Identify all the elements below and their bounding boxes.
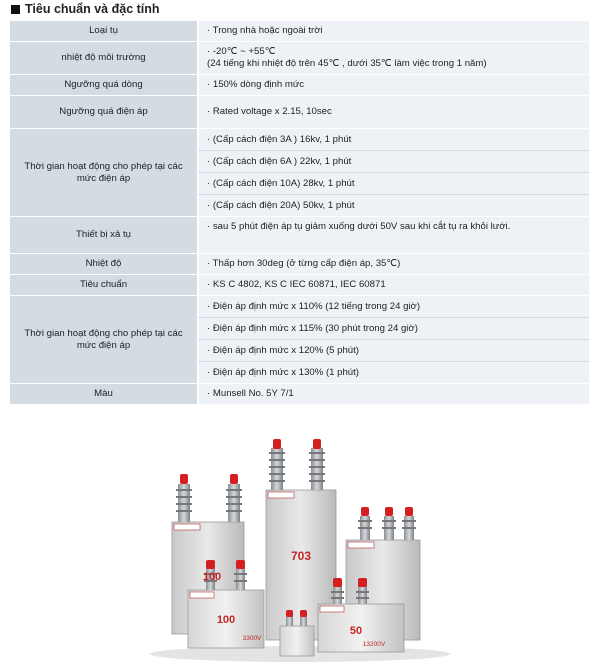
insulator-icon xyxy=(226,474,242,522)
row-label: Tiêu chuẩn xyxy=(10,275,198,296)
row-value: · Munsell No. 5Y 7/1 xyxy=(198,384,589,405)
insulator-icon xyxy=(300,610,307,626)
insulator-icon xyxy=(309,439,325,490)
row-value: · Điện áp định mức x 115% (30 phút trong 24 giờ) xyxy=(198,318,589,340)
table-row xyxy=(10,75,589,96)
row-value: · (Cấp cách điện 6A ) 22kv, 1 phút xyxy=(198,151,589,173)
row-label: Thời gian hoạt động cho phép tại các mức điện áp xyxy=(10,296,198,384)
table-row xyxy=(10,217,589,254)
table-row xyxy=(10,21,589,42)
row-label: nhiệt độ môi trường xyxy=(10,42,198,75)
unit-label: 100 xyxy=(216,614,236,626)
row-value: · (Cấp cách điện 10A) 28kv, 1 phút xyxy=(198,173,589,195)
insulator-icon xyxy=(382,507,396,540)
insulator-icon xyxy=(269,439,285,490)
unit-voltage: 13200V xyxy=(362,641,386,648)
row-value: · 150% dòng định mức xyxy=(198,75,589,96)
row-value: · sau 5 phút điện áp tụ giảm xuống dưới 50V sau khi cắt tụ ra khỏi lưới. xyxy=(198,217,589,254)
unit-label: 703 xyxy=(290,549,312,563)
table-row xyxy=(10,296,589,318)
table-row xyxy=(10,254,589,275)
row-value: · Điện áp định mức x 110% (12 tiếng trong 24 giờ) xyxy=(198,296,589,318)
row-label: Loại tụ xyxy=(10,21,198,42)
insulator-icon xyxy=(402,507,416,540)
row-label: Màu xyxy=(10,384,198,405)
heading-text: Tiêu chuẩn và đặc tính xyxy=(25,2,160,16)
table-row xyxy=(10,275,589,296)
row-label: Ngưỡng quá dòng xyxy=(10,75,198,96)
capacitor-product-photo xyxy=(140,430,460,662)
table-row xyxy=(10,129,589,151)
unit-voltage: 3300V xyxy=(242,635,262,642)
insulator-icon xyxy=(286,610,293,626)
row-label: Thời gian hoạt động cho phép tại các mức điện áp xyxy=(10,129,198,217)
row-value: · Rated voltage x 2.15, 10sec xyxy=(198,96,589,129)
unit-label: 50 xyxy=(349,625,363,637)
insulator-icon xyxy=(176,474,192,522)
square-bullet-icon xyxy=(11,5,20,14)
row-value: · Điện áp định mức x 120% (5 phút) xyxy=(198,340,589,362)
insulator-icon xyxy=(358,507,372,540)
table-row xyxy=(10,42,589,75)
value-line: · -20℃ ~ +55℃ xyxy=(207,46,276,57)
row-label: Ngưỡng quá điện áp xyxy=(10,96,198,129)
row-value: · (Cấp cách điện 3A ) 16kv, 1 phút xyxy=(198,129,589,151)
row-value: · KS C 4802, KS C IEC 60871, IEC 60871 xyxy=(198,275,589,296)
row-label: Thiết bị xả tụ xyxy=(10,217,198,254)
table-row xyxy=(10,96,589,129)
section-heading xyxy=(11,2,160,16)
row-value: · Trong nhà hoặc ngoài trời xyxy=(198,21,589,42)
row-label: Nhiệt độ xyxy=(10,254,198,275)
table-row xyxy=(10,384,589,405)
row-value: · (Cấp cách điện 20A) 50kv, 1 phút xyxy=(198,195,589,217)
row-value: · Thấp hơn 30deg (ở từng cấp điện áp, 35℃) xyxy=(198,254,589,275)
value-line: (24 tiếng khi nhiệt độ trên 45℃ , dưới 35℃ làm việc trong 1 năm) xyxy=(207,58,487,69)
row-value: · Điện áp định mức x 130% (1 phút) xyxy=(198,362,589,384)
unit-label: 100 xyxy=(202,571,222,583)
row-value xyxy=(198,42,589,75)
spec-table xyxy=(10,21,589,405)
